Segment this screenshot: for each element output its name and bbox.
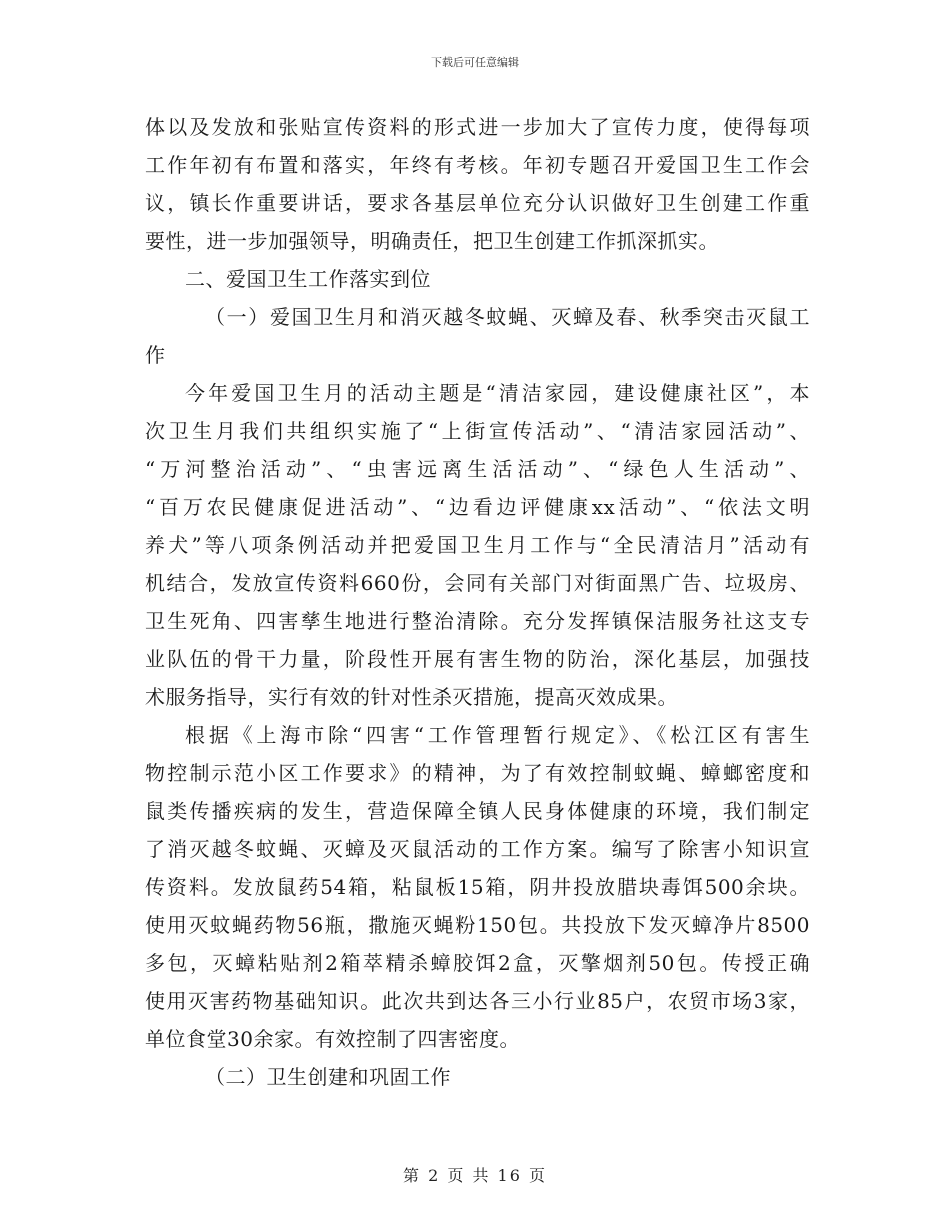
body-line: 多包，灭蟑粘贴剂2箱萃精杀蟑胶饵2盒，灭擎烟剂50包。传授正确 xyxy=(145,951,810,975)
subsection-heading: （二）卫生创建和巩固工作 xyxy=(205,1065,451,1089)
body-line: 使用灭蚊蝇药物56瓶，撒施灭蝇粉150包。共投放下发灭蟑净片8500 xyxy=(145,913,810,937)
body-line: 要性，进一步加强领导，明确责任，把卫生创建工作抓深抓实。 xyxy=(145,229,719,253)
body-line: 使用灭害药物基础知识。此次共到达各三小行业85户，农贸市场3家， xyxy=(145,989,810,1013)
body-line: 机结合，发放宣传资料660份，会同有关部门对街面黑广告、垃圾房、 xyxy=(145,571,810,595)
body-line: 了消灭越冬蚊蝇、灭蟑及灭鼠活动的工作方案。编写了除害小知识宣 xyxy=(145,837,810,861)
body-line: 卫生死角、四害孳生地进行整治清除。充分发挥镇保洁服务社这支专 xyxy=(145,609,810,633)
body-line: 鼠类传播疾病的发生，营造保障全镇人民身体健康的环境，我们制定 xyxy=(145,799,810,823)
body-line: 术服务指导，实行有效的针对性杀灭措施，提高灭效成果。 xyxy=(145,685,678,709)
body-line: 单位食堂30余家。有效控制了四害密度。 xyxy=(145,1027,520,1051)
body-line: 次卫生月我们共组织实施了“上街宣传活动”、“清洁家园活动”、 xyxy=(145,419,810,443)
subsection-heading: （一）爱国卫生月和消灭越冬蚊蝇、灭蟑及春、秋季突击灭鼠工 xyxy=(205,305,810,329)
body-line: “百万农民健康促进活动”、“边看边评健康xx活动”、“依法文明 xyxy=(145,495,810,519)
header-note: 下载后可任意编辑 xyxy=(431,56,519,69)
body-line: 根据《上海市除“四害“工作管理暂行规定》、《松江区有害生 xyxy=(185,723,810,747)
body-line: 业队伍的骨干力量，阶段性开展有害生物的防治，深化基层，加强技 xyxy=(145,647,810,671)
body-line: 物控制示范小区工作要求》的精神，为了有效控制蚊蝇、蟑螂密度和 xyxy=(145,761,810,785)
body-line: 养犬”等八项条例活动并把爱国卫生月工作与“全民清洁月”活动有 xyxy=(145,533,810,557)
body-line: 体以及发放和张贴宣传资料的形式进一步加大了宣传力度，使得每项 xyxy=(145,115,810,139)
body-line: 今年爱国卫生月的活动主题是“清洁家园，建设健康社区”，本 xyxy=(185,381,810,405)
body-line: “万河整治活动”、“虫害远离生活活动”、“绿色人生活动”、 xyxy=(145,457,810,481)
subsection-heading-continued: 作 xyxy=(145,343,166,367)
document-body xyxy=(145,108,810,1096)
body-line: 传资料。发放鼠药54箱，粘鼠板15箱，阴井投放腊块毒饵500余块。 xyxy=(145,875,810,899)
page-number: 第 2 页 共 16 页 xyxy=(403,1166,547,1185)
section-heading: 二、爱国卫生工作落实到位 xyxy=(185,267,431,291)
body-line: 议，镇长作重要讲话，要求各基层单位充分认识做好卫生创建工作重 xyxy=(145,191,810,215)
body-line: 工作年初有布置和落实，年终有考核。年初专题召开爱国卫生工作会 xyxy=(145,153,810,177)
